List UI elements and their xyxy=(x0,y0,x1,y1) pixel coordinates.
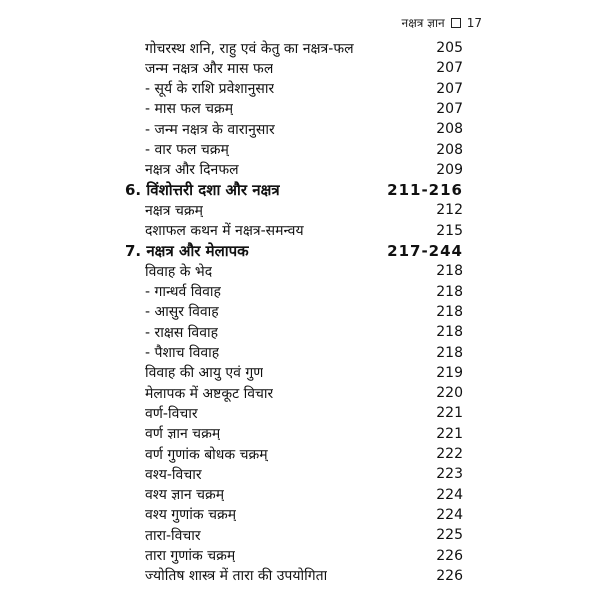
toc-entry xyxy=(145,200,463,220)
toc-entry xyxy=(145,546,463,566)
toc-entry-page: 222 xyxy=(436,446,463,462)
toc-entry-title: वश्य ज्ञान चक्रम् xyxy=(145,487,225,504)
toc-entry xyxy=(145,140,463,160)
toc-entry-page: 212 xyxy=(436,202,463,219)
toc-entry-page: 224 xyxy=(436,486,463,503)
toc-entry xyxy=(145,282,463,302)
toc-entry-title: मेलापक में अष्टकूट विचार xyxy=(145,385,274,402)
toc-section-heading xyxy=(125,241,463,261)
toc-entry xyxy=(145,221,463,241)
toc-entry-title: वर्ण ज्ञान चक्रम् xyxy=(145,426,221,443)
toc-entry-title: तारा गुणांक चक्रम् xyxy=(145,548,236,564)
toc-entry-title: विवाह की आयु एवं गुण xyxy=(145,365,264,382)
toc-entry xyxy=(145,525,463,545)
toc-entry-page: 225 xyxy=(436,527,463,544)
toc-entry-title: ज्योतिष शास्त्र में तारा की उपयोगिता xyxy=(145,568,328,585)
toc-entry xyxy=(145,464,463,484)
toc-entry-title: तारा-विचार xyxy=(145,527,201,544)
toc-entry xyxy=(145,99,463,119)
toc-entry xyxy=(145,119,463,139)
square-bullet-icon xyxy=(451,18,461,28)
toc-entry xyxy=(145,383,463,403)
toc-entry-title: - पैशाच विवाह xyxy=(145,345,220,361)
toc-entry-title: जन्म नक्षत्र और मास फल xyxy=(145,60,274,77)
toc-entry-title: नक्षत्र चक्रम् xyxy=(145,202,203,219)
toc-entry-title: - जन्म नक्षत्र के वारानुसार xyxy=(145,121,275,138)
toc-entry-title: - आसुर विवाह xyxy=(145,304,219,321)
toc-entry-page: 226 xyxy=(436,547,463,564)
toc-entry xyxy=(145,79,463,99)
toc-section-heading xyxy=(125,180,463,200)
toc-entry-page: 221 xyxy=(436,425,463,442)
toc-entry-page: 223 xyxy=(436,466,463,483)
toc-entry xyxy=(145,160,463,180)
toc-entry-page: 218 xyxy=(436,283,463,300)
toc-entry-page: 224 xyxy=(436,506,463,523)
toc-entry-page: 218 xyxy=(436,303,463,320)
toc-entry-title: वश्य-विचार xyxy=(145,466,202,483)
toc-entry-title: - मास फल चक्रम् xyxy=(145,101,234,118)
toc-entry xyxy=(145,566,463,586)
running-head-page-number: 17 xyxy=(466,15,482,30)
toc-entry-title: विवाह के भेद xyxy=(145,263,213,280)
toc-entry xyxy=(145,485,463,505)
toc-entry-page: 207 xyxy=(436,100,463,117)
toc-entry-page: 208 xyxy=(436,121,463,138)
toc-entry-page: 220 xyxy=(436,385,463,402)
toc-entry xyxy=(145,302,463,322)
toc-entry-page: 208 xyxy=(436,141,463,158)
toc-entry-title: - गान्धर्व विवाह xyxy=(145,284,221,301)
toc-entry-page: 215 xyxy=(436,222,463,239)
toc-entry xyxy=(145,58,463,78)
toc-entry-title: - सूर्य के राशि प्रवेशानुसार xyxy=(145,81,275,98)
toc-entry-page: 219 xyxy=(436,364,463,381)
toc-entry xyxy=(145,403,463,423)
toc-entry xyxy=(145,343,463,363)
toc-entry xyxy=(145,505,463,525)
toc-entry-page: 218 xyxy=(436,324,463,341)
toc-entry-page: 205 xyxy=(436,40,463,56)
toc-entry xyxy=(145,363,463,383)
toc-entry-title: 7. नक्षत्र और मेलापक xyxy=(125,242,249,260)
toc-entry-page: 226 xyxy=(436,567,463,584)
toc-entry-title: वश्य गुणांक चक्रम् xyxy=(145,507,237,524)
toc-entry xyxy=(145,424,463,444)
running-head-title: नक्षत्र ज्ञान xyxy=(401,16,445,30)
toc-entry xyxy=(145,261,463,281)
toc-entry xyxy=(145,38,463,58)
toc-entry-page: 221 xyxy=(436,405,463,422)
toc-entry-title: दशाफल कथन में नक्षत्र-समन्वय xyxy=(145,223,304,240)
toc-entry-title: गोचरस्थ शनि, राहु एवं केतु का नक्षत्र-फल xyxy=(145,40,354,57)
toc-entry-title: - राक्षस विवाह xyxy=(145,324,219,341)
toc-entry xyxy=(145,322,463,342)
toc-entry-title: नक्षत्र और दिनफल xyxy=(145,162,239,179)
toc-entry-title: - वार फल चक्रम् xyxy=(145,142,229,158)
toc-entry-page: 218 xyxy=(436,344,463,361)
toc-entry-page: 218 xyxy=(436,263,463,280)
running-head xyxy=(402,14,482,31)
toc-entry-page: 217-244 xyxy=(387,242,463,260)
toc-entry-page: 209 xyxy=(436,161,463,178)
toc-entry-page: 207 xyxy=(436,80,463,97)
toc-entry-page: 211-216 xyxy=(387,181,463,200)
toc-entry xyxy=(145,444,463,464)
toc-entry-title: वर्ण-विचार xyxy=(145,405,198,422)
toc-entry-title: वर्ण गुणांक बोधक चक्रम् xyxy=(145,446,268,463)
toc-entry-title: 6. विंशोत्तरी दशा और नक्षत्र xyxy=(125,181,280,200)
toc-entry-page: 207 xyxy=(436,60,463,77)
